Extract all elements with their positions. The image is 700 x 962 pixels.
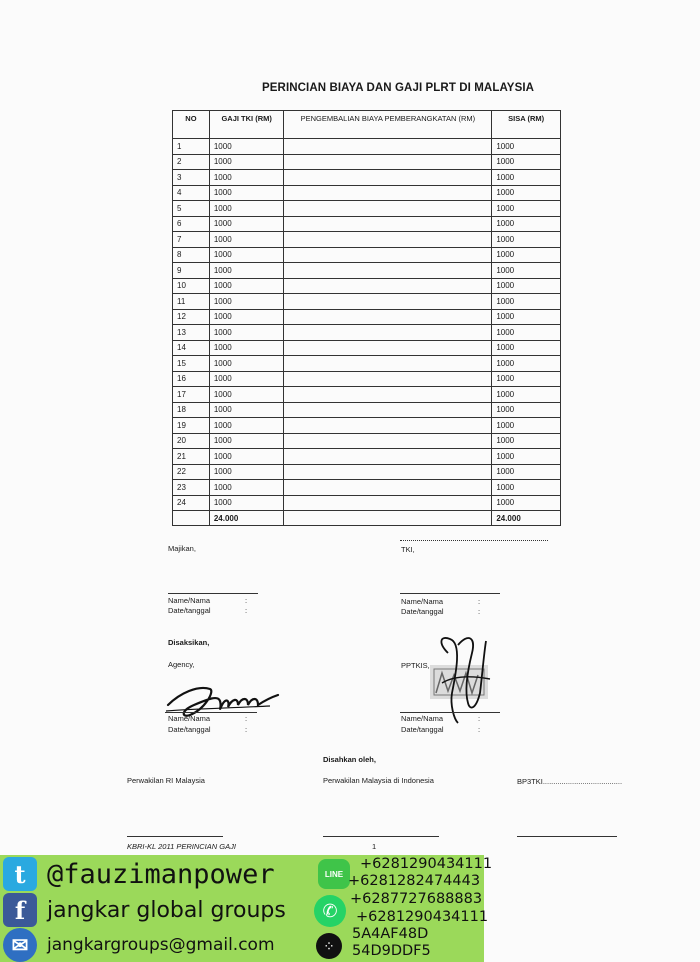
cell-no: 24 [173, 495, 210, 511]
cell-sisa: 1000 [492, 387, 561, 403]
cell-biaya [284, 371, 492, 387]
tki-top-dotted-line [400, 540, 548, 541]
cell-biaya [284, 309, 492, 325]
disahkan-label: Disahkan oleh, [323, 755, 376, 764]
cell-biaya [284, 340, 492, 356]
salary-table [172, 110, 561, 526]
table-row [173, 201, 561, 217]
colon: : [478, 597, 481, 606]
cell-biaya [284, 449, 492, 465]
table-row [173, 232, 561, 248]
cell-gaji: 1000 [209, 139, 284, 155]
cell-no: 2 [173, 154, 210, 170]
cell-gaji: 1000 [209, 216, 284, 232]
footer-ref: KBRI-KL 2011 PERINCIAN GAJI [127, 842, 236, 851]
pptkis-name-label: Name/Nama [401, 714, 444, 723]
colon: : [478, 607, 481, 616]
cell-sisa: 1000 [492, 170, 561, 186]
cell-no: 23 [173, 480, 210, 496]
cell-no: 6 [173, 216, 210, 232]
cell-no: 13 [173, 325, 210, 341]
cell-biaya [284, 495, 492, 511]
pptkis-label: PPTKIS, [401, 661, 430, 670]
tki-date-label: Date/tanggal [401, 607, 444, 616]
total-gaji: 24.000 [209, 511, 284, 526]
facebook-page[interactable]: jangkar global groups [47, 897, 286, 923]
majikan-name-label: Name/Nama [168, 596, 211, 605]
total-empty-cell [284, 511, 492, 526]
cell-biaya [284, 464, 492, 480]
whatsapp-icon[interactable]: ✆ [314, 895, 346, 927]
cell-sisa: 1000 [492, 216, 561, 232]
cell-biaya [284, 418, 492, 434]
table-body [173, 139, 561, 511]
ri-sign-line [127, 836, 223, 837]
cell-no: 4 [173, 185, 210, 201]
tki-name-label: Name/Nama [401, 597, 444, 606]
pptkis-date-label: Date/tanggal [401, 725, 444, 734]
blackberry-icon[interactable]: ⁘ [316, 933, 342, 959]
cell-sisa: 1000 [492, 356, 561, 372]
line-phone-2[interactable]: +6281282474443 [348, 873, 481, 889]
cell-no: 18 [173, 402, 210, 418]
table-row [173, 309, 561, 325]
cell-biaya [284, 139, 492, 155]
cell-sisa: 1000 [492, 402, 561, 418]
email-row [3, 928, 275, 962]
cell-no: 3 [173, 170, 210, 186]
cell-gaji: 1000 [209, 154, 284, 170]
cell-sisa: 1000 [492, 247, 561, 263]
colon: : [245, 606, 248, 615]
colon: : [478, 714, 481, 723]
cell-sisa: 1000 [492, 449, 561, 465]
my-sign-line [323, 836, 439, 837]
table-row [173, 402, 561, 418]
tki-sign-line [400, 593, 500, 594]
cell-gaji: 1000 [209, 449, 284, 465]
bb-pin-2[interactable]: 54D9DDF5 [352, 943, 431, 959]
cell-sisa: 1000 [492, 154, 561, 170]
colon: : [245, 725, 248, 734]
perwakilan-my-label: Perwakilan Malaysia di Indonesia [323, 776, 434, 785]
cell-no: 9 [173, 263, 210, 279]
table-row [173, 464, 561, 480]
cell-no: 22 [173, 464, 210, 480]
total-empty-cell [173, 511, 210, 526]
table-row [173, 247, 561, 263]
cell-sisa: 1000 [492, 278, 561, 294]
email-address[interactable]: jangkargroups@gmail.com [47, 935, 275, 955]
cell-gaji: 1000 [209, 170, 284, 186]
table-row [173, 263, 561, 279]
twitter-icon[interactable]: t [3, 857, 37, 891]
cell-biaya [284, 185, 492, 201]
table-row [173, 139, 561, 155]
majikan-date-label: Date/tanggal [168, 606, 211, 615]
cell-gaji: 1000 [209, 185, 284, 201]
cell-no: 1 [173, 139, 210, 155]
table-row [173, 325, 561, 341]
cell-no: 21 [173, 449, 210, 465]
cell-no: 16 [173, 371, 210, 387]
disaksikan-label: Disaksikan, [168, 638, 210, 647]
agency-date-label: Date/tanggal [168, 725, 211, 734]
cell-sisa: 1000 [492, 340, 561, 356]
cell-gaji: 1000 [209, 263, 284, 279]
cell-biaya [284, 433, 492, 449]
table-row [173, 433, 561, 449]
table-row [173, 418, 561, 434]
cell-gaji: 1000 [209, 278, 284, 294]
table-row [173, 356, 561, 372]
cell-no: 7 [173, 232, 210, 248]
cell-sisa: 1000 [492, 294, 561, 310]
cell-no: 12 [173, 309, 210, 325]
cell-biaya [284, 201, 492, 217]
cell-biaya [284, 247, 492, 263]
cell-gaji: 1000 [209, 495, 284, 511]
table-row [173, 216, 561, 232]
cell-sisa: 1000 [492, 480, 561, 496]
twitter-handle[interactable]: @fauzimanpower [47, 858, 275, 890]
majikan-label: Majikan, [168, 544, 196, 553]
header-biaya: PENGEMBALIAN BIAYA PEMBERANGKATAN (RM) [284, 111, 492, 139]
pptkis-sign-line [400, 712, 500, 713]
wa-phone-2[interactable]: +6281290434111 [356, 909, 489, 925]
cell-no: 8 [173, 247, 210, 263]
line-icon[interactable] [318, 859, 350, 889]
page-number: 1 [372, 842, 377, 851]
cell-sisa: 1000 [492, 201, 561, 217]
table-row [173, 449, 561, 465]
colon: : [245, 714, 248, 723]
table-row [173, 294, 561, 310]
total-sisa: 24.000 [492, 511, 561, 526]
cell-gaji: 1000 [209, 325, 284, 341]
cell-sisa: 1000 [492, 433, 561, 449]
table-total-row [173, 511, 561, 526]
agency-sign-line [165, 712, 257, 713]
cell-sisa: 1000 [492, 263, 561, 279]
cell-sisa: 1000 [492, 371, 561, 387]
cell-gaji: 1000 [209, 464, 284, 480]
cell-gaji: 1000 [209, 232, 284, 248]
cell-gaji: 1000 [209, 402, 284, 418]
cell-biaya [284, 216, 492, 232]
header-sisa: SISA (RM) [492, 111, 561, 139]
cell-biaya [284, 325, 492, 341]
cell-biaya [284, 402, 492, 418]
tki-label: TKI, [401, 545, 415, 554]
cell-no: 20 [173, 433, 210, 449]
table-row [173, 340, 561, 356]
table-row [173, 278, 561, 294]
line-phone-1[interactable]: +6281290434111 [360, 856, 493, 872]
colon: : [245, 596, 248, 605]
document-title: PERINCIAN BIAYA DAN GAJI PLRT DI MALAYSIA [262, 82, 535, 94]
table-header-row [173, 111, 561, 139]
majikan-sign-line [168, 593, 258, 594]
cell-sisa: 1000 [492, 325, 561, 341]
cell-sisa: 1000 [492, 309, 561, 325]
cell-biaya [284, 278, 492, 294]
table-row [173, 480, 561, 496]
cell-gaji: 1000 [209, 371, 284, 387]
cell-no: 19 [173, 418, 210, 434]
cell-sisa: 1000 [492, 464, 561, 480]
cell-sisa: 1000 [492, 185, 561, 201]
bb-pin-1[interactable]: 5A4AF48D [352, 926, 429, 942]
agency-name-label: Name/Nama [168, 714, 211, 723]
cell-no: 10 [173, 278, 210, 294]
table-row [173, 170, 561, 186]
cell-gaji: 1000 [209, 340, 284, 356]
perwakilan-ri-label: Perwakilan RI Malaysia [127, 776, 205, 785]
cell-gaji: 1000 [209, 356, 284, 372]
cell-biaya [284, 263, 492, 279]
email-icon[interactable]: ✉ [3, 928, 37, 962]
header-gaji: GAJI TKI (RM) [209, 111, 284, 139]
cell-gaji: 1000 [209, 418, 284, 434]
bp3tki-label: BP3TKI...................................... [517, 777, 623, 786]
line-icon-label: LINE [324, 869, 344, 879]
cell-biaya [284, 294, 492, 310]
table-row [173, 154, 561, 170]
cell-gaji: 1000 [209, 433, 284, 449]
cell-sisa: 1000 [492, 232, 561, 248]
facebook-row [3, 893, 286, 927]
cell-biaya [284, 480, 492, 496]
contact-banner [0, 855, 493, 962]
cell-sisa: 1000 [492, 139, 561, 155]
cell-sisa: 1000 [492, 418, 561, 434]
cell-gaji: 1000 [209, 387, 284, 403]
table-row [173, 371, 561, 387]
colon: : [478, 725, 481, 734]
cell-no: 5 [173, 201, 210, 217]
cell-gaji: 1000 [209, 201, 284, 217]
cell-gaji: 1000 [209, 247, 284, 263]
cell-gaji: 1000 [209, 294, 284, 310]
cell-biaya [284, 387, 492, 403]
cell-biaya [284, 170, 492, 186]
bp3tki-sign-line [517, 836, 617, 837]
cell-sisa: 1000 [492, 495, 561, 511]
cell-no: 15 [173, 356, 210, 372]
table-row [173, 387, 561, 403]
twitter-row [3, 857, 275, 891]
cell-biaya [284, 356, 492, 372]
agency-label: Agency, [168, 660, 195, 669]
wa-phone-1[interactable]: +6287727688883 [350, 891, 483, 907]
cell-no: 14 [173, 340, 210, 356]
cell-no: 11 [173, 294, 210, 310]
cell-biaya [284, 154, 492, 170]
table-row [173, 185, 561, 201]
cell-biaya [284, 232, 492, 248]
cell-gaji: 1000 [209, 480, 284, 496]
facebook-icon[interactable]: f [3, 893, 37, 927]
cell-gaji: 1000 [209, 309, 284, 325]
cell-no: 17 [173, 387, 210, 403]
table-row [173, 495, 561, 511]
header-no: NO [173, 111, 210, 139]
